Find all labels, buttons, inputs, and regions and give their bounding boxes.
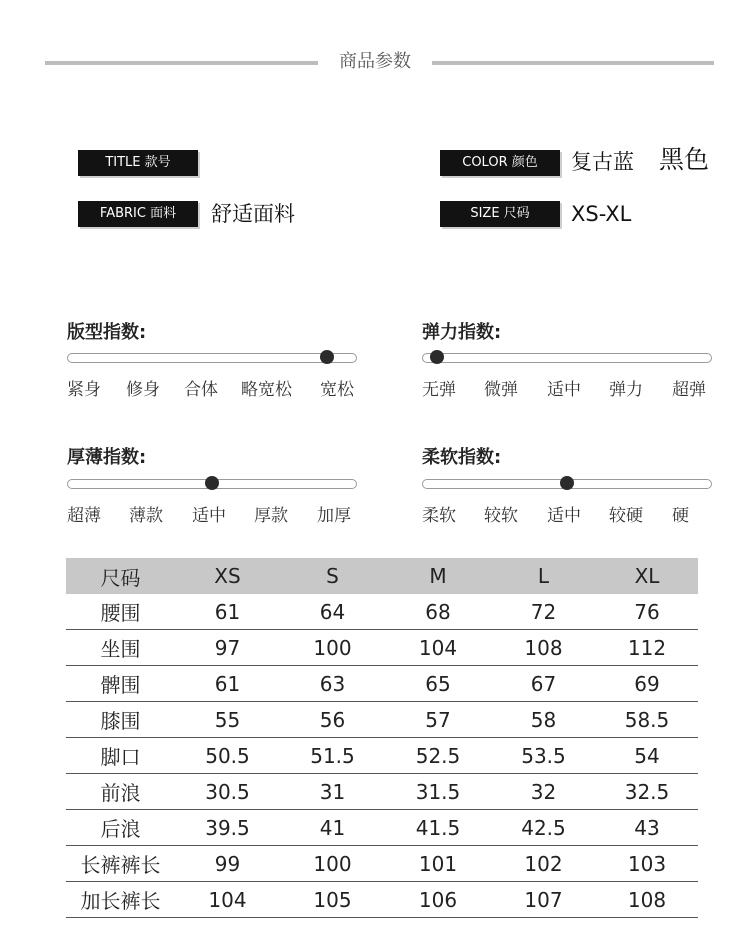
fabric-value: 舒适面料 — [211, 202, 295, 226]
table-cell: 108 — [491, 630, 596, 666]
index-option: 弹力 — [609, 380, 643, 400]
index-option: 适中 — [547, 506, 581, 526]
index-title: 弹力指数: — [422, 322, 502, 343]
row-label-cell: 前浪 — [66, 774, 175, 810]
table-cell: 31.5 — [385, 774, 491, 810]
table-cell: 72 — [491, 594, 596, 630]
table-cell: 50.5 — [175, 738, 280, 774]
row-label-cell: 膝围 — [66, 702, 175, 738]
index-title: 版型指数: — [67, 322, 147, 343]
table-cell: 41.5 — [385, 810, 491, 846]
table-cell: 39.5 — [175, 810, 280, 846]
table-cell: 102 — [491, 846, 596, 882]
index-slider-knob — [560, 476, 574, 490]
table-row — [66, 702, 698, 738]
header-divider-left — [45, 61, 318, 65]
table-cell: 32.5 — [596, 774, 698, 810]
table-cell: 67 — [491, 666, 596, 702]
table-cell: 104 — [175, 882, 280, 918]
index-slider-track — [67, 479, 357, 489]
table-cell: 51.5 — [280, 738, 385, 774]
row-label-cell: 髀围 — [66, 666, 175, 702]
table-row — [66, 630, 698, 666]
table-cell: 42.5 — [491, 810, 596, 846]
row-label-cell: 加长裤长 — [66, 882, 175, 918]
index-option: 紧身 — [67, 380, 101, 400]
header-cell-s: S — [280, 558, 385, 594]
header-divider-right — [432, 61, 714, 65]
table-row — [66, 594, 698, 630]
index-option: 薄款 — [129, 506, 163, 526]
table-row — [66, 882, 698, 918]
header-cell-xl: XL — [596, 558, 698, 594]
row-label-cell: 坐围 — [66, 630, 175, 666]
index-slider-track — [422, 479, 712, 489]
size-value: XS-XL — [571, 202, 632, 226]
header-cell-m: M — [385, 558, 491, 594]
index-option: 修身 — [126, 380, 160, 400]
row-label-cell: 脚口 — [66, 738, 175, 774]
size-tag: SIZE 尺码 — [440, 201, 560, 227]
size-table — [66, 558, 698, 918]
index-option: 宽松 — [320, 380, 354, 400]
index-option: 略宽松 — [241, 380, 292, 400]
table-cell: 43 — [596, 810, 698, 846]
index-option: 适中 — [192, 506, 226, 526]
table-cell: 32 — [491, 774, 596, 810]
index-option: 无弹 — [422, 380, 456, 400]
table-cell: 106 — [385, 882, 491, 918]
table-cell: 105 — [280, 882, 385, 918]
table-cell: 58 — [491, 702, 596, 738]
color-value-2: 黑色 — [659, 145, 710, 174]
table-cell: 55 — [175, 702, 280, 738]
table-row — [66, 666, 698, 702]
table-cell: 103 — [596, 846, 698, 882]
table-cell: 56 — [280, 702, 385, 738]
index-option: 厚款 — [254, 506, 288, 526]
table-cell: 69 — [596, 666, 698, 702]
table-cell: 68 — [385, 594, 491, 630]
table-cell: 31 — [280, 774, 385, 810]
section-title: 商品参数 — [339, 51, 411, 72]
table-cell: 52.5 — [385, 738, 491, 774]
table-cell: 76 — [596, 594, 698, 630]
color-value-1: 复古蓝 — [571, 150, 634, 174]
table-row — [66, 846, 698, 882]
index-option: 适中 — [547, 380, 581, 400]
table-cell: 99 — [175, 846, 280, 882]
title-tag: TITLE 款号 — [78, 150, 198, 176]
index-option: 微弹 — [484, 380, 518, 400]
table-cell: 41 — [280, 810, 385, 846]
table-cell: 108 — [596, 882, 698, 918]
index-slider-knob — [205, 476, 219, 490]
index-option: 合体 — [184, 380, 218, 400]
table-cell: 107 — [491, 882, 596, 918]
table-cell: 61 — [175, 594, 280, 630]
table-row — [66, 738, 698, 774]
table-cell: 100 — [280, 846, 385, 882]
index-title: 厚薄指数: — [67, 447, 147, 468]
table-cell: 64 — [280, 594, 385, 630]
table-cell: 30.5 — [175, 774, 280, 810]
table-cell: 57 — [385, 702, 491, 738]
index-option: 较软 — [484, 506, 518, 526]
table-cell: 63 — [280, 666, 385, 702]
table-cell: 61 — [175, 666, 280, 702]
table-row — [66, 774, 698, 810]
row-label-cell: 腰围 — [66, 594, 175, 630]
index-option: 超薄 — [67, 506, 101, 526]
color-tag: COLOR 颜色 — [440, 150, 560, 176]
fabric-tag: FABRIC 面料 — [78, 201, 198, 227]
table-cell: 53.5 — [491, 738, 596, 774]
table-row — [66, 810, 698, 846]
index-option: 超弹 — [672, 380, 706, 400]
table-cell: 54 — [596, 738, 698, 774]
table-cell: 101 — [385, 846, 491, 882]
table-cell: 97 — [175, 630, 280, 666]
table-cell: 104 — [385, 630, 491, 666]
index-option: 较硬 — [609, 506, 643, 526]
header-cell-xs: XS — [175, 558, 280, 594]
index-option: 硬 — [672, 506, 689, 526]
row-label-cell: 后浪 — [66, 810, 175, 846]
index-slider-knob — [320, 350, 334, 364]
table-cell: 112 — [596, 630, 698, 666]
header-cell-size: 尺码 — [66, 558, 175, 594]
index-option: 柔软 — [422, 506, 456, 526]
table-cell: 58.5 — [596, 702, 698, 738]
header-cell-l: L — [491, 558, 596, 594]
table-header-row — [66, 558, 698, 594]
index-title: 柔软指数: — [422, 447, 502, 468]
table-cell: 65 — [385, 666, 491, 702]
index-slider-track — [422, 353, 712, 363]
index-slider-knob — [430, 350, 444, 364]
index-slider-track — [67, 353, 357, 363]
row-label-cell: 长裤裤长 — [66, 846, 175, 882]
table-cell: 100 — [280, 630, 385, 666]
index-option: 加厚 — [317, 506, 351, 526]
